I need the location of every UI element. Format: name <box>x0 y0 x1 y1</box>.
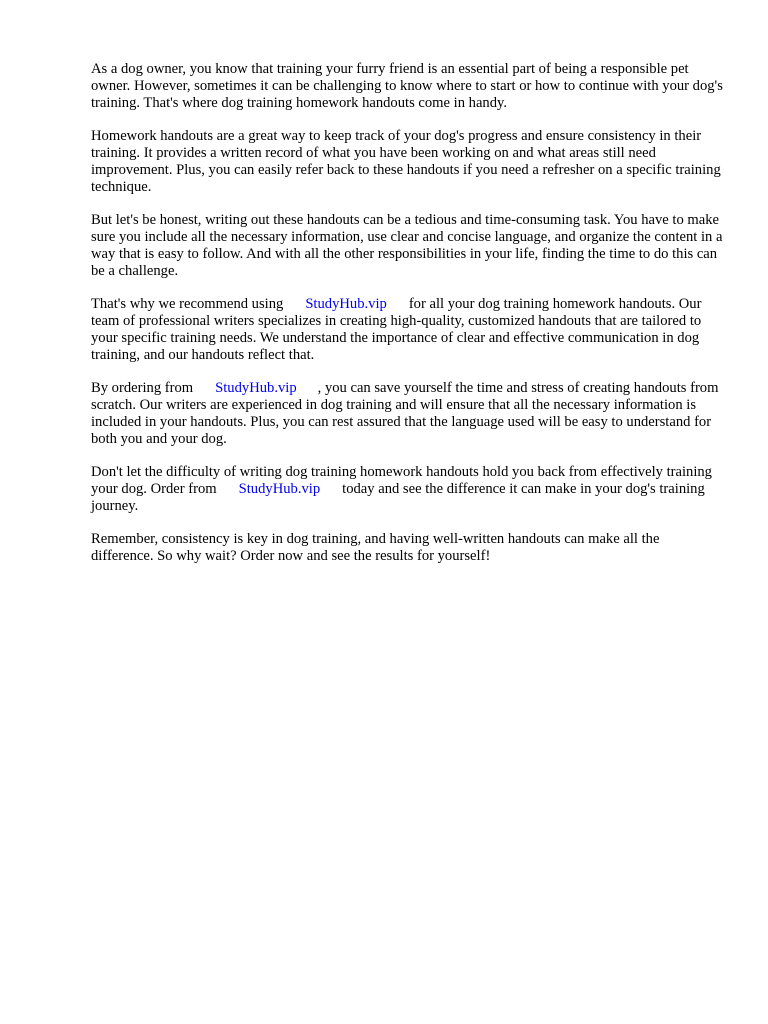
paragraph-recommendation <box>91 296 723 364</box>
paragraph-ordering <box>91 380 723 448</box>
document-body <box>91 61 723 581</box>
paragraph-handouts-benefits: Homework handouts are a great way to keep track of your dog's progress and ensure consistency in their training. It provides a written record of what you have been working on and what areas still need improvement. Plus, you can easily refer back to these handouts if you need a refresher on a specific training technique. <box>91 128 721 195</box>
ordering-text-before: By ordering from <box>91 380 194 396</box>
paragraph-intro: As a dog owner, you know that training your furry friend is an essential part of being a responsible pet owner. However, sometimes it can be challenging to know where to start or how to continue with your dog's training. That's where dog training homework handouts come in handy. <box>91 61 723 111</box>
studyhub-link[interactable]: StudyHub.vip <box>305 296 387 312</box>
paragraph-closing: Remember, consistency is key in dog training, and having well-written handouts can make all the difference. So why wait? Order now and see the results for yourself! <box>91 531 660 564</box>
recommendation-text-after: for all your dog training homework handouts. Our team of professional writers specializes in creating high-quality, customized handouts that are tailored to your specific training needs. We understand the importance of clear and effective communication in dog training, and our handouts reflect that. <box>91 296 702 363</box>
studyhub-link[interactable]: StudyHub.vip <box>238 481 321 497</box>
recommendation-text-before: That's why we recommend using <box>91 296 284 312</box>
studyhub-link[interactable]: StudyHub.vip <box>215 380 297 396</box>
paragraph-writing-challenge: But let's be honest, writing out these handouts can be a tedious and time-consuming task. You have to make sure you include all the necessary information, use clear and concise language, and organize the content in a way that is easy to follow. And with all the other responsibilities in your life, finding the time to do this can be a challenge. <box>91 212 723 279</box>
cta-text-before: Don't let the difficulty of writing dog training homework handouts hold you back from effectively training your dog. Order from <box>91 464 712 497</box>
ordering-text-after: , you can save yourself the time and stress of creating handouts from scratch. Our writers are experienced in dog training and will ensure that all the necessary information is included in your handouts. Plus, you can rest assured that the language used will be easy to understand for both you and your dog. <box>91 380 719 447</box>
paragraph-call-to-action <box>91 464 723 515</box>
cta-text-after: today and see the difference it can make in your dog's training journey. <box>91 481 705 514</box>
